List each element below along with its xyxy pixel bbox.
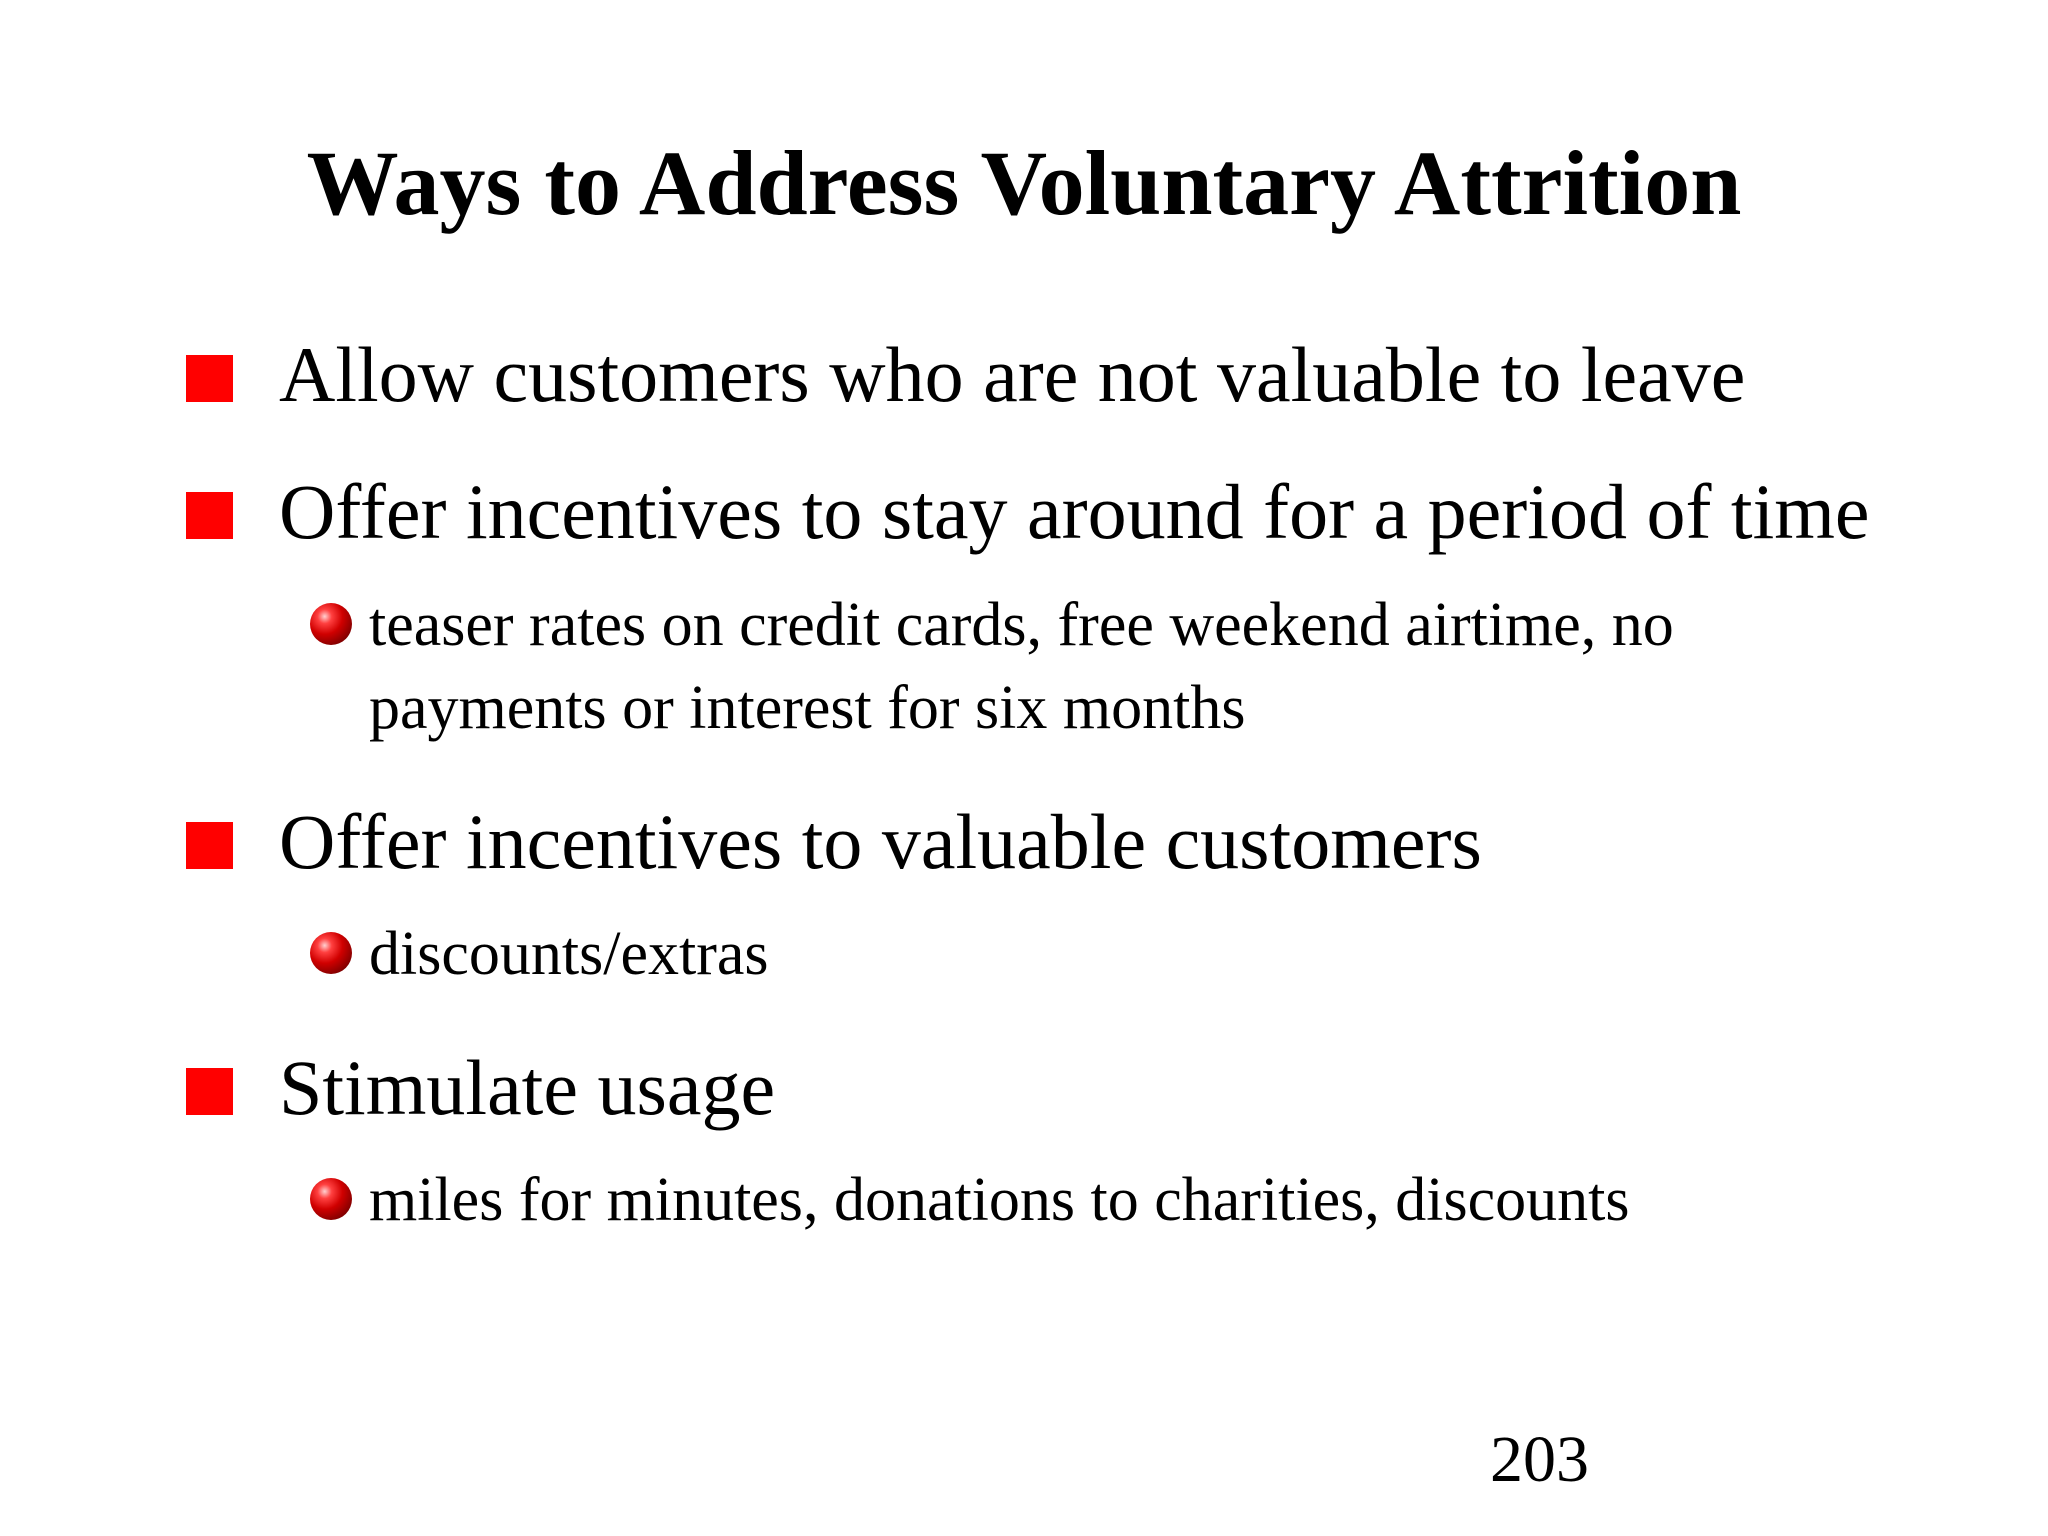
sub-bullet-2-1-line-1: teaser rates on credit cards, free weekend airtime, no <box>369 591 1674 659</box>
red-square-bullet-icon <box>186 822 233 869</box>
page-number: 203 <box>1490 1423 1589 1496</box>
slide-title: Ways to Address Voluntary Attrition <box>306 132 1742 234</box>
red-square-bullet-icon <box>186 1068 233 1115</box>
red-ball-bullet-icon <box>310 603 352 645</box>
red-ball-bullet-icon <box>310 1178 352 1220</box>
bullet-2-text: Offer incentives to stay around for a period of time <box>279 468 1870 555</box>
sub-bullet-4-1: miles for minutes, donations to charities, discounts <box>369 1166 1630 1234</box>
bullet-1-text: Allow customers who are not valuable to leave <box>279 331 1746 418</box>
bullet-4-text: Stimulate usage <box>279 1044 776 1131</box>
red-square-bullet-icon <box>186 355 233 402</box>
sub-bullet-2-1-line-2: payments or interest for six months <box>369 674 1246 742</box>
sub-bullet-3-1: discounts/extras <box>369 920 769 988</box>
red-ball-bullet-icon <box>310 932 352 974</box>
red-square-bullet-icon <box>186 492 233 539</box>
bullet-3-text: Offer incentives to valuable customers <box>279 798 1482 885</box>
